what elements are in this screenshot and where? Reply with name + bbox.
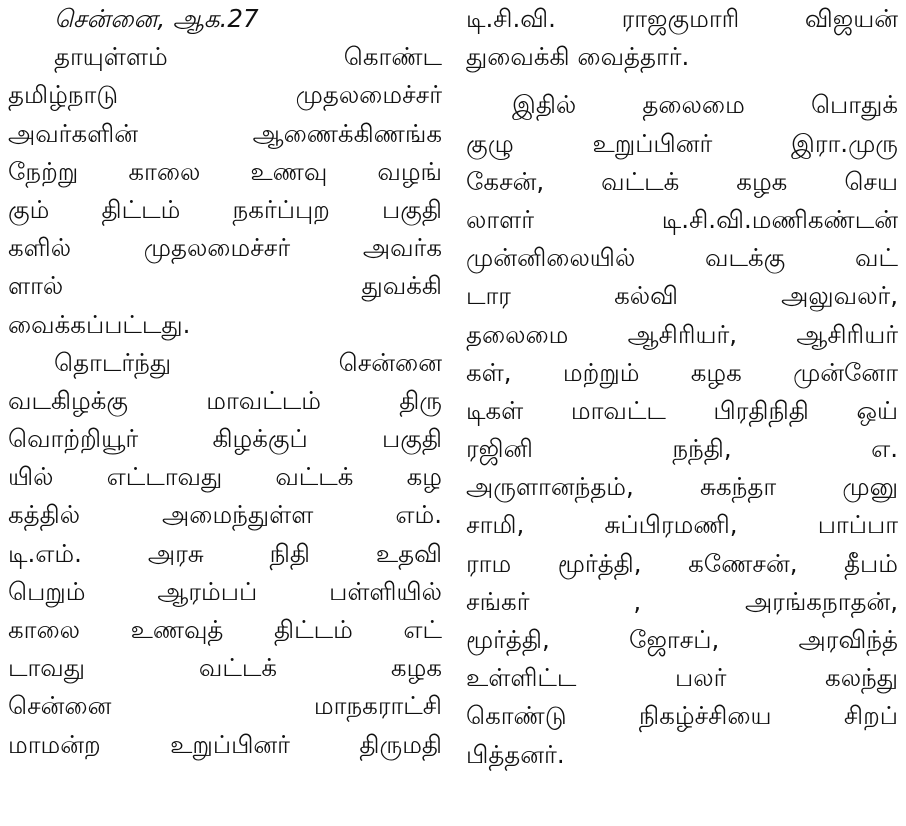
text-line: டார கல்வி அலுவலர், (466, 281, 898, 311)
text-line: சாமி, சுப்பிரமணி, பாப்பா (466, 510, 898, 540)
text-line: கும் திட்டம் நகர்ப்புற பகுதி (8, 194, 442, 224)
left-column (8, 0, 442, 764)
text-line: வடகிழக்கு மாவட்டம் திரு (8, 385, 442, 415)
dateline: சென்னை, ஆக.27 (54, 4, 259, 33)
text-line: துவைக்கி வைத்தார். (466, 42, 690, 72)
text-line: டி.எம். அரசு நிதி உதவி (8, 538, 442, 568)
text-line: உள்ளிட்ட பலர் கலந்து (466, 663, 898, 693)
text-line: தொடர்ந்து சென்னை (54, 347, 442, 377)
text-line: யில் எட்டாவது வட்டக் கழ (8, 462, 442, 492)
text-line: தலைமை ஆசிரியர், ஆசிரியர் (466, 319, 898, 349)
paragraph-gap (466, 76, 898, 86)
text-line: வொற்றியூர் கிழக்குப் பகுதி (8, 424, 442, 454)
text-line: ளால் துவக்கி (8, 271, 442, 301)
text-line: டிகள் மாவட்ட பிரதிநிதி ஒய் (466, 395, 898, 425)
text-line: கள், மற்றும் கழக முன்னோ (466, 357, 898, 387)
text-line: பித்தனர். (466, 739, 565, 769)
text-line: குழு உறுப்பினர் இரா.முரு (466, 128, 898, 158)
text-line: சங்கர் , அரங்கநாதன், (466, 586, 898, 616)
text-line: கத்தில் அமைந்துள்ள எம். (8, 500, 442, 530)
text-line: ராம மூர்த்தி, கணேசன், தீபம் (466, 548, 898, 578)
text-line: கேசன், வட்டக் கழக செய (466, 166, 898, 196)
text-line: முன்னிலையில் வடக்கு வட் (466, 243, 898, 273)
text-line: இதில் தலைமை பொதுக் (512, 90, 898, 120)
text-line: மூர்த்தி, ஜோசப், அரவிந்த் (466, 625, 898, 654)
text-line: தாயுள்ளம் கொண்ட (54, 42, 442, 72)
text-line: சென்னை மாநகராட்சி (8, 691, 442, 721)
text-line: தமிழ்நாடு முதலமைச்சர் (8, 80, 442, 110)
text-line: நேற்று காலை உணவு வழங் (8, 156, 442, 186)
text-line: அருளானந்தம், சுகந்தா முனு (466, 472, 898, 502)
text-line: டாவது வட்டக் கழக (8, 653, 442, 683)
text-line: பெறும் ஆரம்பப் பள்ளியில் (8, 576, 442, 606)
text-line: வைக்கப்பட்டது. (8, 309, 191, 339)
text-line: காலை உணவுத் திட்டம் எட் (8, 615, 442, 644)
text-line: ரஜினி நந்தி, எ. (466, 434, 898, 464)
text-line: மாமன்ற உறுப்பினர் திருமதி (8, 729, 442, 759)
text-line: கொண்டு நிகழ்ச்சியை சிறப் (466, 701, 898, 731)
text-line: அவர்களின் ஆணைக்கிணங்க (8, 118, 442, 148)
right-column (466, 0, 898, 774)
text-line: களில் முதலமைச்சர் அவர்க (8, 233, 442, 263)
text-line: லாளர் டி.சி.வி.மணிகண்டன் (466, 204, 898, 234)
text-line: டி.சி.வி. ராஜகுமாரி விஜயன் (466, 4, 898, 33)
